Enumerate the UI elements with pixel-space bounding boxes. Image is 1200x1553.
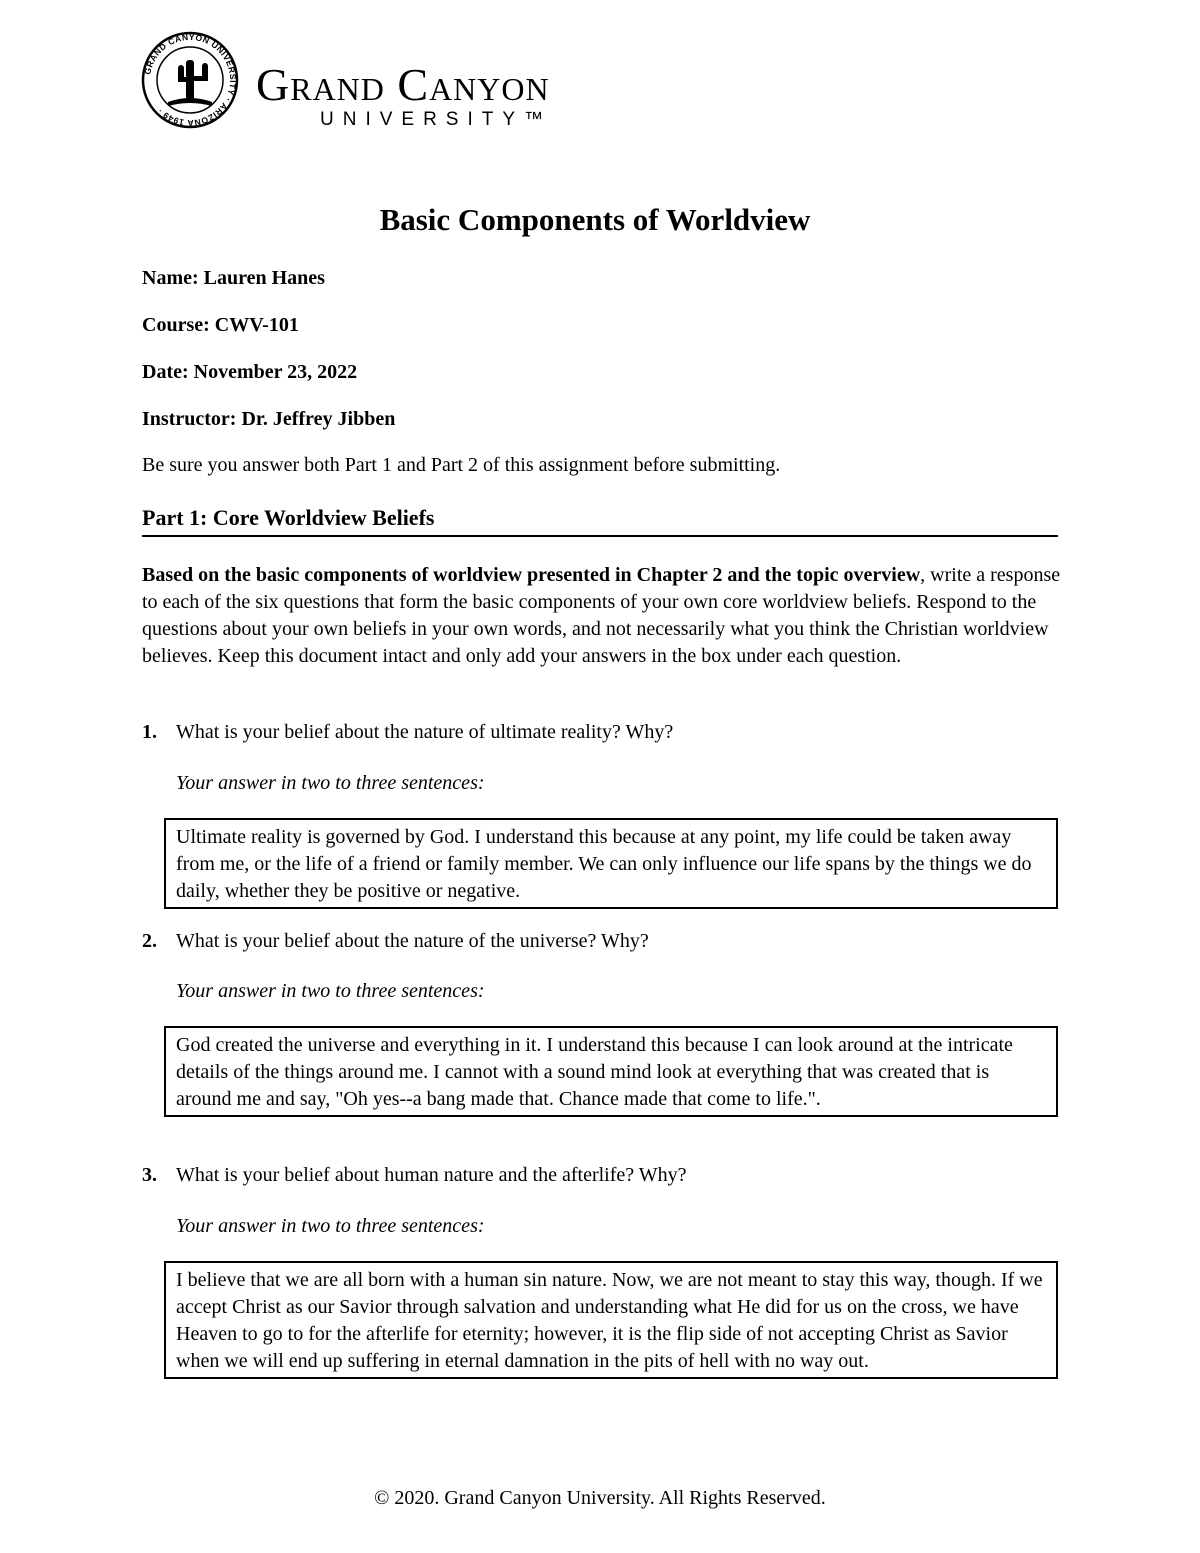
instructions-rest: , write a response to each of the six questions that form the basic components of your own core worldview beliefs. Respond to the questions about your own beliefs in your own words, and not necessarily what you think the Christian worldview believes. Keep this document intact and only add your answers in the box under each question. bbox=[142, 564, 1061, 667]
question-text: What is your belief about human nature and the afterlife? Why? bbox=[176, 1164, 687, 1186]
question-number: 1. bbox=[142, 721, 157, 743]
question-text: What is your belief about the nature of ultimate reality? Why? bbox=[176, 721, 674, 743]
brand-subtitle: UNIVERSITY™ bbox=[320, 109, 553, 130]
brand-name: Grand Canyon bbox=[256, 59, 550, 110]
field-value: CWV-101 bbox=[214, 314, 299, 336]
answer-box-2[interactable]: God created the universe and everything in it. I understand this because I can look around at the intricate details of the things around me. I cannot with a sound mind look at everything that was created that is around me and say, "Oh yes--a bang made that. Chance made that come to life.". bbox=[164, 1026, 1058, 1117]
question-text: What is your belief about the nature of the universe? Why? bbox=[176, 930, 649, 952]
university-seal-icon bbox=[140, 30, 240, 130]
answer-hint: Your answer in two to three sentences: bbox=[176, 1215, 485, 1237]
answer-box-3[interactable]: I believe that we are all born with a human sin nature. Now, we are not meant to stay this way, though. If we accept Christ as our Savior through salvation and understanding what He did for us on the cross, we have Heaven to go to for the afterlife for eternity; however, it is the flip side of not accepting Christ as Savior when we will end up suffering in eternal damnation in the pits of hell with no way out. bbox=[164, 1261, 1058, 1379]
university-logo bbox=[140, 30, 620, 130]
submission-note: Be sure you answer both Part 1 and Part 2 of this assignment before submitting. bbox=[142, 454, 781, 476]
document-title: Basic Components of Worldview bbox=[379, 202, 811, 237]
answer-box-1[interactable]: Ultimate reality is governed by God. I understand this because at any point, my life could be taken away from me, or the life of a friend or family member. We can only influence our life spans by the things we do daily, whether they be positive or negative. bbox=[164, 818, 1058, 909]
field-course bbox=[142, 314, 299, 337]
instructions-bold: Based on the basic components of worldview presented in Chapter 2 and the topic overview bbox=[142, 564, 921, 586]
svg-text:GRAND CANYON UNIVERSITY · ARIZ: GRAND CANYON UNIVERSITY · ARIZONA 1949 · bbox=[142, 31, 239, 129]
field-label: Instructor: bbox=[142, 408, 237, 430]
field-date bbox=[142, 361, 357, 384]
field-label: Name: bbox=[142, 267, 199, 289]
field-label: Course: bbox=[142, 314, 210, 336]
field-label: Date: bbox=[142, 361, 189, 383]
field-name bbox=[142, 267, 325, 290]
question-2 bbox=[142, 930, 649, 953]
question-number: 3. bbox=[142, 1164, 157, 1186]
copyright-footer: © 2020. Grand Canyon University. All Rights Reserved. bbox=[374, 1487, 826, 1509]
part-1-heading: Part 1: Core Worldview Beliefs bbox=[142, 505, 1058, 537]
field-instructor bbox=[142, 408, 395, 431]
field-value: November 23, 2022 bbox=[193, 361, 358, 383]
field-value: Lauren Hanes bbox=[203, 267, 325, 289]
question-3 bbox=[142, 1164, 687, 1187]
field-value: Dr. Jeffrey Jibben bbox=[241, 408, 396, 430]
answer-hint: Your answer in two to three sentences: bbox=[176, 772, 485, 794]
question-1 bbox=[142, 721, 673, 744]
question-number: 2. bbox=[142, 930, 157, 952]
answer-hint: Your answer in two to three sentences: bbox=[176, 980, 485, 1002]
instructions-paragraph bbox=[142, 562, 1062, 670]
